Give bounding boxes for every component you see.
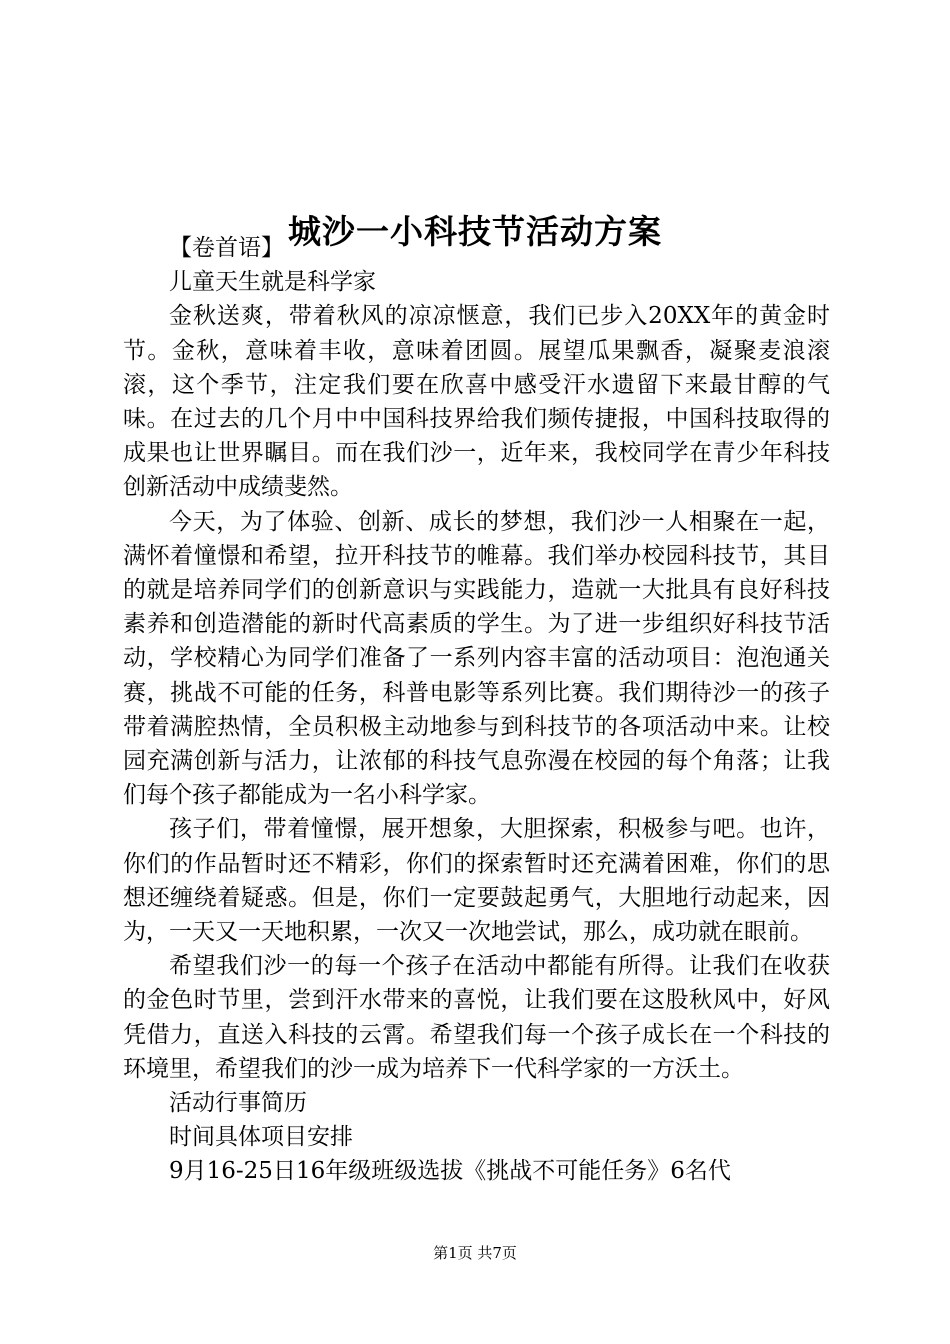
paragraph: 希望我们沙一的每一个孩子在活动中都能有所得。让我们在收获的金色时节里，尝到汗水带来的喜悦，让我们要在这股秋风中，好风凭借力，直送入科技的云霄。希望我们每一个孩子成长在一个科技的环境里，希望我们的沙一成为培养下一代科学家的一方沃土。: [123, 953, 830, 1082]
schedule-heading: 活动行事简历: [169, 1090, 307, 1117]
schedule-entry: 9月16-25日16年级班级选拔《挑战不可能任务》6名代: [169, 1158, 731, 1185]
preface-heading: 【卷首语】: [169, 235, 284, 261]
page-number-footer: 第1页 共7页: [433, 1244, 517, 1262]
document-body: [123, 231, 830, 1189]
paragraph: 孩子们，带着憧憬，展开想象，大胆探索，积极参与吧。也许，你们的作品暂时还不精彩，你们的探索暂时还充满着困难，你们的思想还缠绕着疑惑。但是，你们一定要鼓起勇气，大胆地行动起来，因为，一天又一天地积累，一次又一次地尝试，那么，成功就在眼前。: [123, 816, 830, 946]
paragraph: 金秋送爽，带着秋风的凉凉惬意，我们已步入20XX年的黄金时节。金秋，意味着丰收，意味着团圆。展望瓜果飘香，凝聚麦浪滚滚，这个季节，注定我们要在欣喜中感受汗水遗留下来最甘醇的气味。在过去的几个月中中国科技界给我们频传捷报，中国科技取得的成果也让世界瞩目。而在我们沙一，近年来，我校同学在青少年科技创新活动中成绩斐然。: [123, 303, 830, 501]
schedule-subheading: 时间具体项目安排: [169, 1124, 353, 1151]
preface-subtitle: 儿童天生就是科学家: [169, 269, 376, 296]
paragraph: 今天，为了体验、创新、成长的梦想，我们沙一人相聚在一起，满怀着憧憬和希望，拉开科技节的帷幕。我们举办校园科技节，其目的就是培养同学们的创新意识与实践能力，造就一大批具有良好科技素养和创造潜能的新时代高素质的学生。为了进一步组织好科技节活动，学校精心为同学们准备了一系列内容丰富的活动项目：泡泡通关赛，挑战不可能的任务，科普电影等系列比赛。我们期待沙一的孩子带着满腔热情，全员积极主动地参与到科技节的各项活动中来。让校园充满创新与活力，让浓郁的科技气息弥漫在校园的每个角落；让我们每个孩子都能成为一名小科学家。: [123, 508, 830, 809]
page-title: 城沙一小科技节活动方案: [288, 212, 662, 252]
